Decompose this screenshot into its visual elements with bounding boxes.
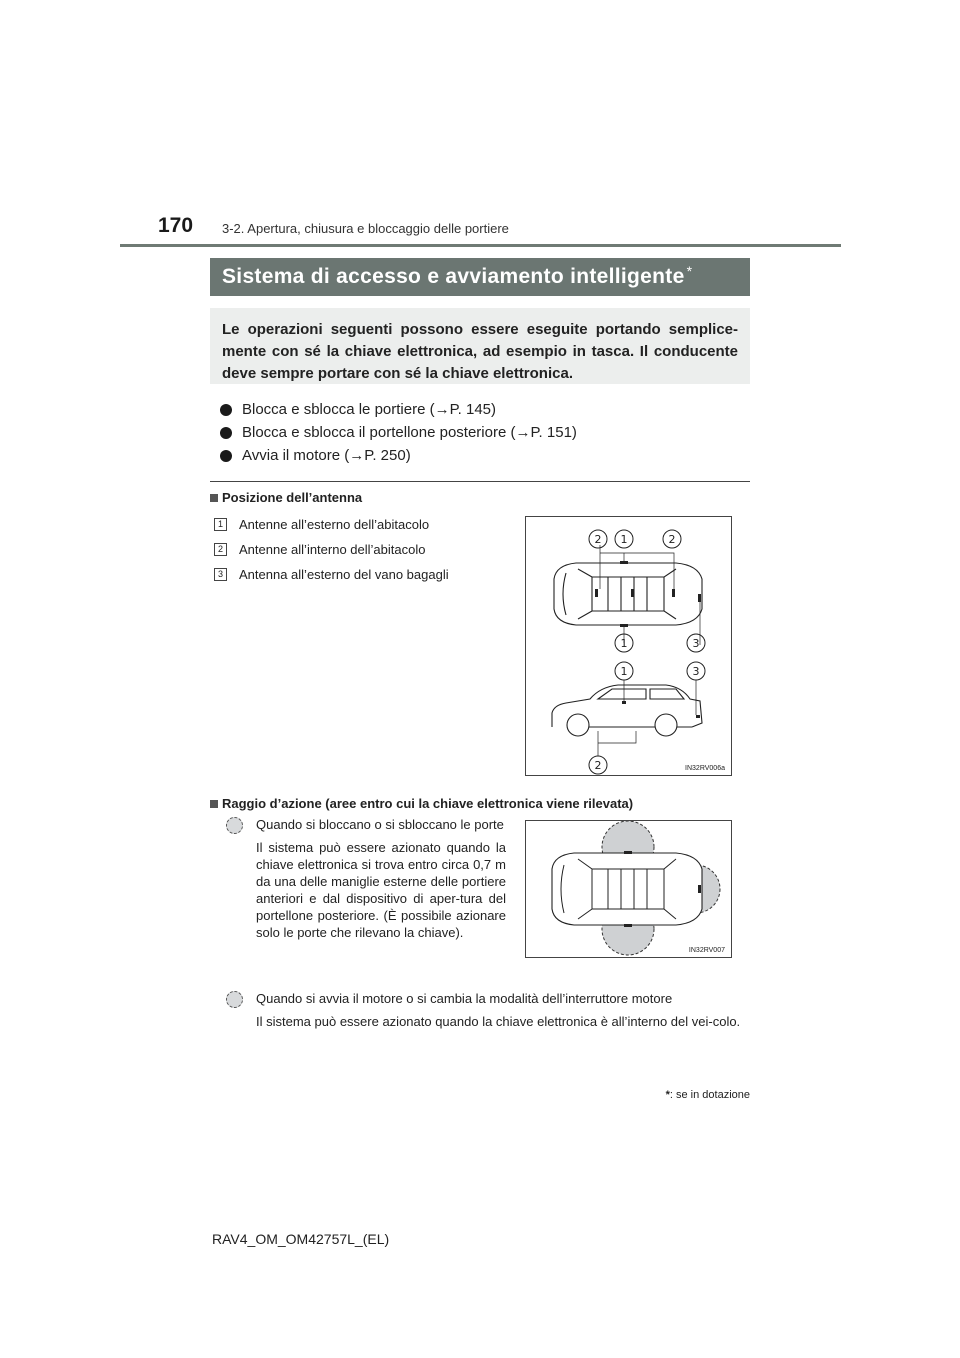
list-item (220, 398, 740, 421)
callout-label: 3 (692, 637, 700, 650)
range-diagram (526, 821, 731, 957)
antenna-heading-text: Posizione dell’antenna (222, 490, 363, 505)
antenna-position-figure (525, 516, 732, 776)
antenna-list (214, 512, 504, 587)
bullet-icon (220, 450, 232, 462)
car-top-view-icon (554, 563, 702, 625)
list-item-text: Antenne all’interno dell’abitacolo (239, 542, 426, 557)
range-heading (210, 796, 633, 811)
list-item (220, 421, 740, 444)
page-number: 170 (158, 214, 194, 237)
condition-description: Il sistema può essere azionato quando la chiave elettronica è all’interno del vei-colo. (256, 1014, 741, 1029)
condition-description: Il sistema può essere azionato quando la chiave elettronica si trova entro circa 0,7 m da una delle maniglie esterne delle portiere anteriori e dal dispositivo di aper-tura del portellone posteriore. (È possibile azionare solo le porte che rilevano la chiave). (256, 840, 506, 940)
callout-number: 2 (214, 543, 227, 556)
running-head: 3-2. Apertura, chiusura e bloccaggio delle portiere (222, 221, 509, 236)
list-item (220, 444, 740, 467)
callout-label: 1 (620, 637, 628, 650)
footnote (580, 1089, 750, 1101)
callout-label: 2 (668, 533, 676, 546)
condition-title: Quando si avvia il motore o si cambia la modalità dell’interruttore motore (256, 991, 673, 1006)
feature-list (220, 398, 740, 467)
figure-code: IN32RV007 (688, 947, 725, 954)
condition-text (256, 990, 750, 1030)
list-item-text: Antenna all’esterno del vano bagagli (239, 567, 449, 582)
condition-title: Quando si bloccano o si sbloccano le porte (256, 817, 504, 832)
car-top-view-icon (552, 853, 702, 925)
figure-code: IN32RV006a (685, 765, 725, 772)
list-item (214, 512, 504, 537)
square-bullet-icon (210, 800, 218, 808)
car-side-view-icon (552, 685, 702, 736)
lock-condition (226, 816, 506, 947)
section-title-text: Sistema di accesso e avviamento intelligente (222, 265, 685, 288)
callout-label: 2 (594, 759, 602, 772)
list-item-text: Blocca e sblocca le portiere (→P. 145) (242, 401, 497, 418)
bullet-icon (220, 427, 232, 439)
section-title (210, 258, 750, 296)
header-rule (120, 244, 841, 247)
range-area-icon (226, 991, 243, 1008)
callout-number: 1 (214, 518, 227, 531)
callout-label: 1 (620, 665, 628, 678)
condition-text (256, 816, 506, 941)
list-item-text: Blocca e sblocca il portellone posteriore (→P. 151) (242, 424, 577, 441)
footnote-mark: * (665, 1089, 670, 1101)
list-item (214, 537, 504, 562)
callout-label: 2 (594, 533, 602, 546)
antenna-heading (210, 490, 362, 505)
callout-number: 3 (214, 568, 227, 581)
list-item (214, 562, 504, 587)
callout-label: 1 (620, 533, 628, 546)
section-divider (210, 481, 750, 482)
callout-label: 3 (692, 665, 700, 678)
footnote-text: : se in dotazione (669, 1089, 750, 1101)
title-footnote-mark: * (686, 263, 693, 279)
bullet-icon (220, 404, 232, 416)
detection-range-figure (525, 820, 732, 958)
antenna-diagram (526, 517, 731, 775)
range-heading-text: Raggio d’azione (aree entro cui la chiave elettronica viene rilevata) (222, 796, 634, 811)
intro-box: Le operazioni seguenti possono essere eseguite portando semplice-mente con sé la chiave elettronica, ad esempio in tasca. Il conducente deve sempre portare con sé la chiave elettronica. (210, 308, 750, 384)
document-code: RAV4_OM_OM42757L_(EL) (212, 1231, 390, 1247)
list-item-text: Antenne all’esterno dell’abitacolo (239, 517, 430, 532)
engine-condition (226, 990, 750, 1036)
range-area-icon (226, 817, 243, 834)
square-bullet-icon (210, 494, 218, 502)
list-item-text: Avvia il motore (→P. 250) (242, 447, 411, 464)
